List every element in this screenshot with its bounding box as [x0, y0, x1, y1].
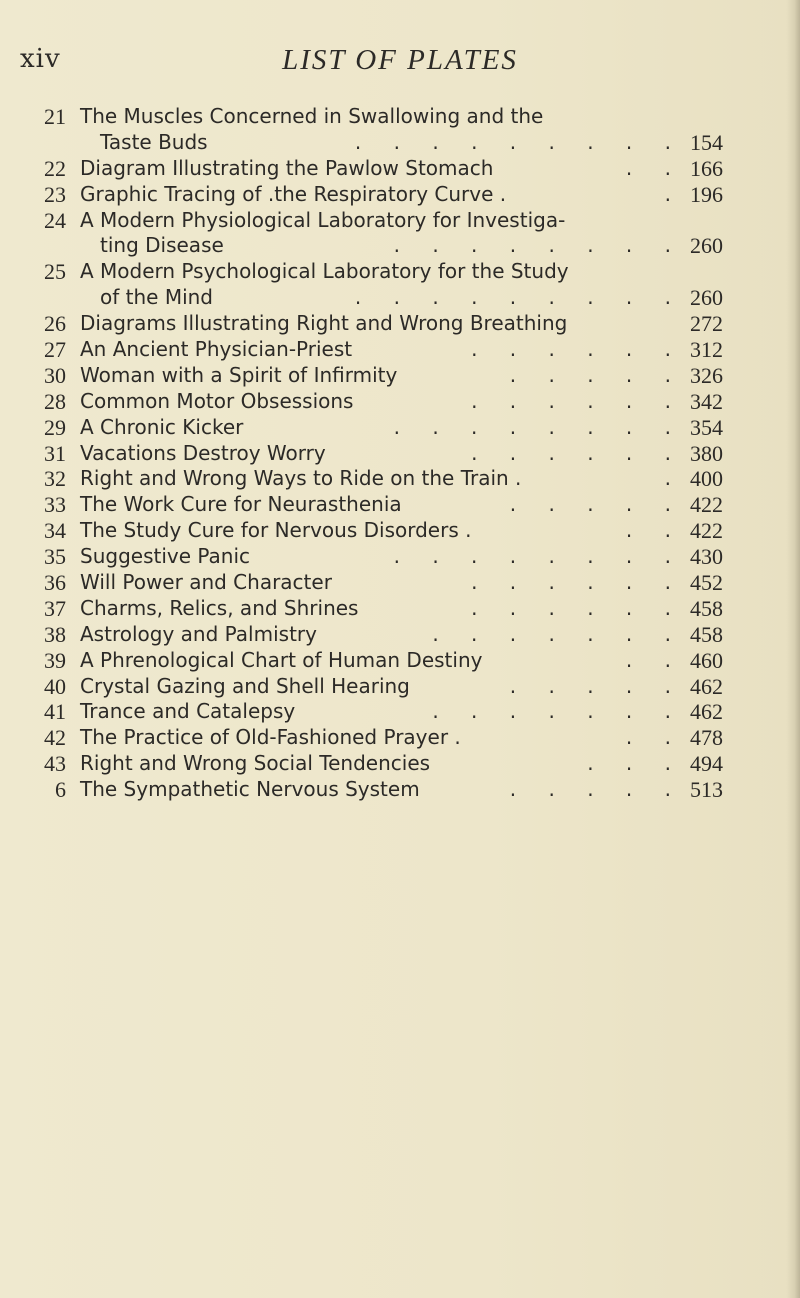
dot-leader: . . — [625, 725, 684, 750]
plate-number: 38 — [44, 621, 66, 647]
plate-page-number: 462 — [690, 673, 723, 699]
plate-title: The Practice of Old-Fashioned Prayer . — [80, 725, 461, 750]
dot-leader: . . — [625, 155, 684, 180]
table-row — [0, 674, 800, 700]
plate-number: 25 — [44, 259, 66, 285]
table-row — [0, 751, 800, 777]
plate-page-number: 422 — [690, 518, 723, 544]
table-row — [0, 337, 800, 363]
plate-title: of the Mind — [100, 285, 213, 310]
dot-leader: . . . . . . — [471, 388, 684, 413]
table-row — [0, 570, 800, 596]
plate-page-number: 260 — [690, 285, 723, 311]
dot-leader: . . . . . . — [471, 440, 684, 465]
plate-page-number: 460 — [690, 647, 723, 673]
plate-page-number: 458 — [690, 621, 723, 647]
plate-number: 43 — [44, 751, 66, 777]
plate-number: 32 — [44, 466, 66, 492]
table-row — [0, 104, 800, 130]
plate-page-number: 400 — [690, 466, 723, 492]
plate-page-number: 166 — [690, 155, 723, 181]
plate-number: 31 — [44, 440, 66, 466]
plate-title: Trance and Catalepsy — [80, 699, 296, 724]
plate-number: 37 — [44, 595, 66, 621]
dot-leader: . . . . . . . . — [393, 233, 684, 258]
plate-number: 36 — [44, 570, 66, 596]
plate-number: 40 — [44, 673, 66, 699]
plate-number: 30 — [44, 362, 66, 388]
plate-number: 26 — [44, 311, 66, 337]
plate-page-number: 154 — [690, 129, 723, 155]
dot-leader: . . — [625, 518, 684, 543]
dot-leader: . . . . . . . . — [393, 414, 684, 439]
table-row — [0, 699, 800, 725]
plate-title: Vacations Destroy Worry — [80, 440, 326, 465]
plate-page-number: 354 — [690, 414, 723, 440]
dot-leader: . . . . . . — [471, 337, 684, 362]
plate-number: 6 — [55, 777, 66, 803]
plate-number: 22 — [44, 155, 66, 181]
table-row — [0, 466, 800, 492]
dot-leader: . . . . . — [509, 492, 684, 517]
plate-page-number: 452 — [690, 570, 723, 596]
table-row — [0, 415, 800, 441]
plate-number: 34 — [44, 518, 66, 544]
table-row — [0, 285, 800, 311]
plate-title: Suggestive Panic — [80, 544, 251, 569]
plate-title: The Work Cure for Neurasthenia — [80, 492, 402, 517]
plate-number: 27 — [44, 337, 66, 363]
plate-title: Crystal Gazing and Shell Hearing — [80, 673, 410, 698]
plate-number: 21 — [44, 104, 66, 129]
plate-number: 41 — [44, 699, 66, 725]
plate-title: Diagrams Illustrating Right and Wrong Breathing — [80, 311, 568, 336]
plate-page-number: 272 — [690, 311, 723, 337]
table-row — [0, 208, 800, 234]
plate-title: Common Motor Obsessions — [80, 388, 354, 413]
plate-page-number: 260 — [690, 233, 723, 259]
table-row — [0, 492, 800, 518]
table-row — [0, 156, 800, 182]
plate-title: A Modern Psychological Laboratory for the Study — [80, 259, 569, 284]
plate-title: Woman with a Spirit of Infirmity — [80, 362, 398, 387]
plate-title: Taste Buds — [100, 129, 208, 154]
dot-leader: . . . . . . . . — [393, 544, 684, 569]
plate-page-number: 478 — [690, 725, 723, 751]
plate-title: Astrology and Palmistry — [80, 621, 317, 646]
dot-leader: . . . . . . . . . — [354, 129, 684, 154]
dot-leader: . . . . . . . — [432, 699, 684, 724]
table-row — [0, 777, 800, 803]
table-row — [0, 233, 800, 259]
table-row — [0, 182, 800, 208]
page-header — [0, 44, 800, 84]
plate-page-number: 326 — [690, 362, 723, 388]
table-row — [0, 518, 800, 544]
plate-page-number: 430 — [690, 544, 723, 570]
plate-number: 39 — [44, 647, 66, 673]
plate-page-number: 342 — [690, 388, 723, 414]
plate-page-number: 380 — [690, 440, 723, 466]
plate-title: ting Disease — [100, 233, 224, 258]
plate-title: A Phrenological Chart of Human Destiny — [80, 647, 483, 672]
dot-leader: . . . . . — [509, 777, 684, 802]
plate-number: 42 — [44, 725, 66, 751]
dot-leader: . . . . . — [509, 673, 684, 698]
plate-page-number: 462 — [690, 699, 723, 725]
plate-page-number: 422 — [690, 492, 723, 518]
table-row — [0, 544, 800, 570]
plate-title: Right and Wrong Social Tendencies — [80, 751, 431, 776]
dot-leader: . . . . . — [509, 362, 684, 387]
table-row — [0, 311, 800, 337]
table-row — [0, 130, 800, 156]
plate-title: Right and Wrong Ways to Ride on the Train . — [80, 466, 522, 491]
plate-title: Charms, Relics, and Shrines — [80, 595, 359, 620]
table-row — [0, 596, 800, 622]
plate-number: 23 — [44, 181, 66, 207]
plate-page-number: 196 — [690, 181, 723, 207]
plate-title: The Study Cure for Nervous Disorders . — [80, 518, 472, 543]
list-of-plates — [0, 104, 800, 803]
table-row — [0, 441, 800, 467]
folio-page-number: xiv — [20, 44, 61, 74]
plate-number: 28 — [44, 388, 66, 414]
table-row — [0, 389, 800, 415]
dot-leader: . . — [625, 647, 684, 672]
dot-leader: . . . . . . . — [432, 621, 684, 646]
plate-title: A Chronic Kicker — [80, 414, 244, 439]
table-row — [0, 725, 800, 751]
plate-page-number: 312 — [690, 337, 723, 363]
dot-leader: . . . . . . — [471, 570, 684, 595]
dot-leader: . — [664, 181, 684, 206]
plate-number: 29 — [44, 414, 66, 440]
plate-number: 35 — [44, 544, 66, 570]
dot-leader: . . . — [587, 751, 684, 776]
plate-title: The Muscles Concerned in Swallowing and the — [80, 104, 544, 128]
dot-leader: . . . . . . — [471, 595, 684, 620]
table-row — [0, 648, 800, 674]
dot-leader: . — [664, 466, 684, 491]
plate-page-number: 513 — [690, 777, 723, 803]
table-row — [0, 622, 800, 648]
plate-number: 33 — [44, 492, 66, 518]
plate-title: An Ancient Physician-Priest — [80, 337, 353, 362]
plate-title: Graphic Tracing of .the Respiratory Curve . — [80, 181, 507, 206]
running-title: LIST OF PLATES — [282, 44, 518, 76]
table-row — [0, 259, 800, 285]
plate-title: Will Power and Character — [80, 570, 332, 595]
dot-leader: . . . . . . . . . — [354, 285, 684, 310]
plate-title: The Sympathetic Nervous System — [80, 777, 420, 802]
plate-title: Diagram Illustrating the Pawlow Stomach — [80, 155, 494, 180]
plate-page-number: 494 — [690, 751, 723, 777]
plate-title: A Modern Physiological Laboratory for Investiga- — [80, 207, 566, 232]
plate-page-number: 458 — [690, 595, 723, 621]
plate-number: 24 — [44, 207, 66, 233]
table-row — [0, 363, 800, 389]
